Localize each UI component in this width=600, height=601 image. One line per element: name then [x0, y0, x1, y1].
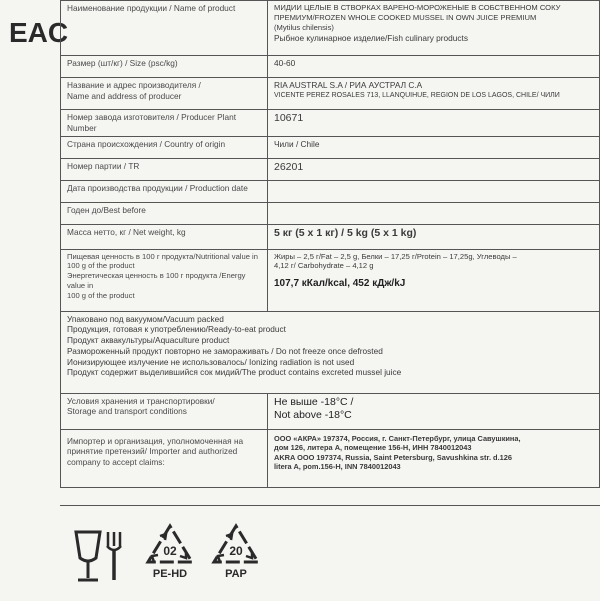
row-notes — [61, 311, 600, 393]
row-country — [61, 136, 600, 158]
label-name: Наименование продукции / Name of product — [61, 1, 268, 56]
row-production-date — [61, 180, 600, 202]
row-nutrition — [61, 249, 600, 311]
row-batch — [61, 158, 600, 180]
notes-block — [61, 311, 600, 393]
note-item: Продукция, готовая к употреблению/Ready-to-eat product — [67, 324, 286, 335]
eac-mark-icon — [8, 14, 69, 48]
recycle-triangle-icon — [140, 522, 200, 568]
note-item: Упаковано под вакуумом/Vacuum packed — [67, 313, 224, 324]
label-storage: Условия хранения и транспортировки/ Storage and transport conditions — [61, 393, 268, 429]
spec-table — [60, 0, 600, 488]
value-nutrition: Жиры – 2,5 г/Fat – 2,5 g, Белки – 17,25 г/Protein – 17,25g, Углеводы – 4,12 г/ Carbohydrate – 4,12 g 107,7 кКал/kcal, 452 кДж/kJ — [268, 249, 600, 311]
value-production-date — [268, 180, 600, 202]
value-storage: Не выше -18°C / Not above -18°C — [268, 393, 600, 429]
value-best-before — [268, 202, 600, 224]
recycle-code: 02 — [163, 544, 177, 558]
value-plant: 10671 — [268, 110, 600, 137]
value-batch: 26201 — [268, 158, 600, 180]
value-name: МИДИИ ЦЕЛЫЕ В СТВОРКАХ ВАРЕНО-МОРОЖЕНЫЕ В СОБСТВЕННОМ СОКУ ПРЕМИУМ/FROZEN WHOLE COOKED MUSSEL IN OWN JUICE PREMIUM (Mytilus chilensis) Рыбное кулинарное изделие/Fish culinary products — [268, 1, 600, 56]
label-plant: Номер завода изготовителя / Producer Plant Number — [61, 110, 268, 137]
row-best-before — [61, 202, 600, 224]
label-weight: Масса нетто, кг / Net weight, kg — [61, 224, 268, 249]
label-country: Страна происхождения / Country of origin — [61, 136, 268, 158]
eac-mark-text: EAC — [9, 17, 69, 48]
label-importer: Импортер и организация, уполномоченная на принятие претензий/ Importer and authorized company to accept claims: — [61, 429, 268, 487]
row-importer — [61, 429, 600, 487]
label-nutrition: Пищевая ценность в 100 г продукта/Nutritional value in 100 g of the product Энергетическая ценность в 100 г продукта /Energy value in 100 g of the product — [61, 249, 268, 311]
recycle-material: PE-HD — [152, 568, 188, 580]
value-producer: RIA AUSTRAL S.A / РИА АУСТРАЛ С.А VICENTE PEREZ ROSALES 713, LLANQUIHUE, REGION DE LOS LAGOS, CHILE/ ЧИЛИ — [268, 78, 600, 110]
row-size — [61, 56, 600, 78]
note-item: Продукт аквакультуры/Aquaculture product — [67, 335, 230, 346]
row-storage — [61, 393, 600, 429]
value-country: Чили / Chile — [268, 136, 600, 158]
value-weight: 5 кг (5 x 1 кг) / 5 kg (5 x 1 kg) — [268, 224, 600, 249]
note-item: Продукт содержит выделившийся сок мидий/The product contains excreted mussel juice — [67, 367, 402, 378]
row-name — [61, 1, 600, 56]
row-weight — [61, 224, 600, 249]
label-producer: Название и адрес производителя / Name and address of producer — [61, 78, 268, 110]
note-item: Ионизирующее излучение не использовалось/ Ionizing radiation is not used — [67, 356, 355, 367]
food-contact-icon — [72, 528, 124, 584]
row-plant — [61, 110, 600, 137]
note-item: Размороженный продукт повторно не замораживать / Do not freeze once defrosted — [67, 345, 383, 356]
recycle-code: 20 — [229, 544, 243, 558]
row-producer — [61, 78, 600, 110]
value-importer: ООО «АКРА» 197374, Россия, г. Санкт-Петербург, улица Савушкина, дом 126, литера А, помещение 156-Н, ИНН 7840012043 AKRA OOO 197374, Russia, Saint Petersburg, Savushkina str. d.126 litera A, pom.156-H, INN 7840012043 — [268, 429, 600, 487]
recycle-triangle-icon — [206, 522, 266, 568]
label-best-before: Годен до/Best before — [61, 202, 268, 224]
label-batch: Номер партии / TR — [61, 158, 268, 180]
recycle-material: PAP — [225, 568, 247, 580]
value-size: 40-60 — [268, 56, 600, 78]
label-production-date: Дата производства продукции / Production date — [61, 180, 268, 202]
label-size: Размер (шт/кг) / Size (psc/kg) — [61, 56, 268, 78]
